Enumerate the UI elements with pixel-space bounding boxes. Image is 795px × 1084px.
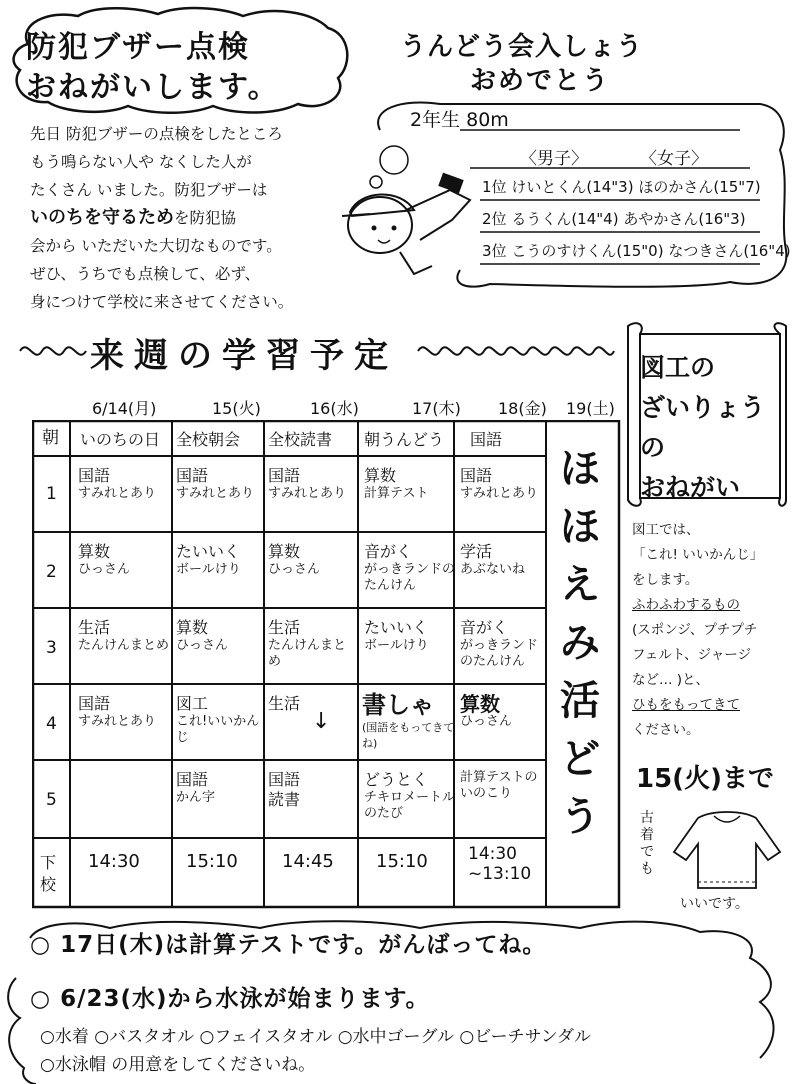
- schedule-cell: 学活 あぶないね: [460, 542, 526, 577]
- row-label-period-3: 3: [46, 638, 57, 658]
- schedule-cell: 国語: [470, 430, 503, 449]
- dismissal-time: 15:10: [186, 851, 238, 872]
- schedule-cell: 算数 ひっさん: [78, 542, 131, 577]
- date-thu: 17(木): [412, 399, 461, 418]
- buzzer-line: 身につけて学校に来させてください。: [30, 293, 294, 311]
- buzzer-line: いのちを守るためを防犯協: [30, 207, 237, 228]
- schedule-cell: 全校朝会: [176, 430, 241, 449]
- schedule-cell: 計算テストの いのこり: [460, 770, 538, 801]
- running-child-illustration: [340, 170, 480, 290]
- row-label-period-1: 1: [46, 484, 57, 504]
- row-label-morning: 朝: [42, 428, 59, 448]
- buzzer-title-line1: 防犯ブザー点検: [26, 30, 250, 65]
- schedule-cell: 生活 たんけんまとめ: [268, 618, 347, 669]
- schedule-cell: 国語 読書: [268, 770, 301, 809]
- schedule-cell: 全校読書: [268, 430, 333, 449]
- buzzer-line: もう鳴らない人や なくした人が: [30, 153, 252, 171]
- sports-result-row: 3位 こうのすけくん(15"0) なつきさん(16"4): [482, 242, 791, 260]
- schedule-cell: 国語 かん字: [176, 770, 216, 805]
- craft-deadline: 15(火)まで: [636, 764, 774, 794]
- schedule-cell: 生活 たんけんまとめ: [78, 618, 170, 653]
- craft-body: 図工では、 「これ! いいかんじ」 をします。 ふわふわするもの (スポンジ、プチプチ フェルト、ジャージ など… )と、 ひもをもってきて ください。: [632, 522, 764, 738]
- schedule-title: 来週の学習予定: [90, 336, 398, 376]
- schedule-cell: 算数 ひっさん: [268, 542, 321, 577]
- sports-title-line1: うんどう会入しょう: [400, 32, 644, 62]
- buzzer-line: ぜひ、うちでも点検して、必ず、: [30, 265, 261, 283]
- schedule-cell: 国語 すみれとあり: [78, 694, 157, 729]
- craft-note-vertical: 古着でも: [640, 810, 654, 877]
- buzzer-line: 会から いただいた大切なものです。: [30, 237, 282, 255]
- buzzer-emphasis: いのちを守るため: [30, 207, 174, 228]
- date-wed: 16(水): [310, 399, 359, 418]
- schedule-cell: どうとく チキロメートルのたび: [364, 770, 456, 821]
- row-label-period-4: 4: [46, 714, 57, 734]
- row-label-dismissal: 下校: [40, 853, 57, 894]
- sports-girls-label: 〈女子〉: [640, 149, 708, 169]
- dismissal-time: 14:30 ~13:10: [468, 844, 532, 884]
- schedule-cell: 図工 これ!いいかんじ: [176, 694, 260, 745]
- sports-result-row: 1位 けいとくん(14"3) ほのかさん(15"7): [482, 178, 761, 196]
- schedule-cell: いのちの日: [80, 430, 161, 449]
- row-label-period-2: 2: [46, 562, 57, 582]
- schedule-cell: 国語 すみれとあり: [78, 466, 157, 501]
- buzzer-title-line2: おねがいします。: [26, 70, 280, 105]
- notice-calc-test: ○ 17日(木)は計算テストです。がんばってね。: [30, 932, 547, 958]
- schedule-cell: 朝うんどう: [364, 430, 445, 449]
- sports-result-row: 2位 るうくん(14"4) あやかさん(16"3): [482, 210, 746, 228]
- schedule-cell: 国語 すみれとあり: [176, 466, 255, 501]
- dismissal-time: 14:30: [88, 851, 140, 872]
- date-tue: 15(火): [212, 399, 261, 418]
- sports-title-line2: おめでとう: [470, 66, 611, 96]
- schedule-cell: 算数 ひっさん: [176, 618, 229, 653]
- schedule-cell: 音がく がっきランドのたんけん: [364, 542, 456, 593]
- swim-items-line2: ○水泳帽 の用意をしてくださいね。: [40, 1055, 316, 1075]
- schedule-cell: 音がく がっきランドのたんけん: [460, 618, 539, 669]
- dismissal-time: 14:45: [282, 851, 334, 872]
- date-sat: 19(土): [566, 399, 615, 418]
- schedule-cell: 算数 計算テスト: [364, 466, 429, 501]
- schedule-cell: 算数 ひっさん: [460, 692, 513, 729]
- buzzer-line: 先日 防犯ブザーの点検をしたところ: [30, 125, 283, 143]
- craft-note-tail: いいです。: [680, 896, 749, 912]
- date-mon: 6/14(月): [92, 399, 157, 418]
- swim-items-line1: ○水着 ○バスタオル ○フェイスタオル ○水中ゴーグル ○ビーチサンダル: [40, 1027, 592, 1047]
- buzzer-body: [30, 120, 345, 316]
- schedule-cell: 国語 すみれとあり: [460, 466, 539, 501]
- schedule-cell: 国語 すみれとあり: [268, 466, 347, 501]
- buzzer-line: たくさん いました。防犯ブザーは: [30, 181, 268, 199]
- wavy-decoration-left: [18, 336, 88, 366]
- notice-swimming: ○ 6/23(水)から水泳が始まります。: [30, 986, 430, 1012]
- wavy-decoration-right: [416, 336, 616, 366]
- date-fri: 18(金): [498, 399, 547, 418]
- sweater-illustration: [668, 808, 786, 892]
- schedule-cell: 書しゃ (国語をもってきてね): [362, 691, 455, 750]
- saturday-activity: ほほえみ活どう: [560, 446, 600, 840]
- dismissal-time: 15:10: [376, 851, 428, 872]
- row-label-period-5: 5: [46, 790, 57, 810]
- sports-boys-label: 〈男子〉: [520, 149, 588, 169]
- schedule-cell: たいいく ボールけり: [364, 618, 429, 653]
- schedule-cell: 生活 ↓: [268, 694, 331, 734]
- craft-title: 図工の ざいりょうの おねがい: [640, 353, 766, 502]
- sports-grade: 2年生 80m: [410, 109, 509, 131]
- schedule-cell: たいいく ボールけり: [176, 542, 241, 577]
